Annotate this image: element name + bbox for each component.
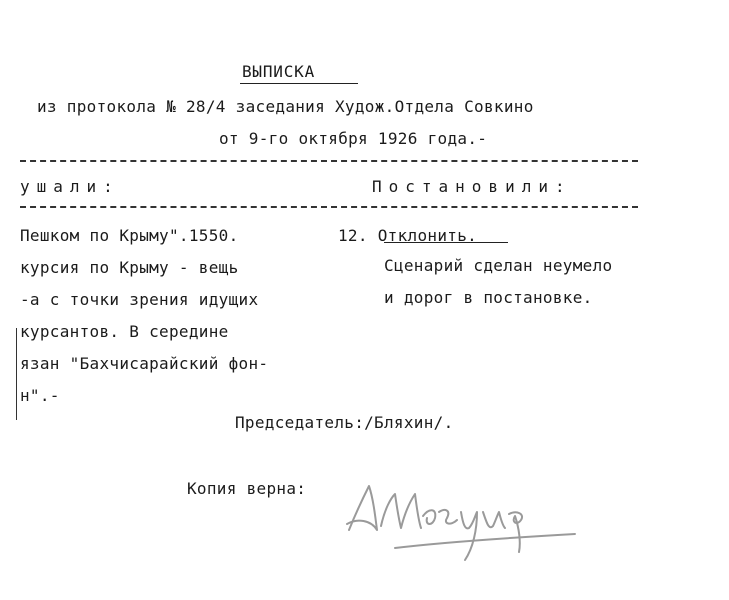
copy-certified-label: Копия верна: bbox=[187, 479, 307, 498]
reason-line: и дорог в постановке. bbox=[384, 288, 593, 307]
title-underline bbox=[240, 83, 358, 84]
heard-line: курсантов. В середине bbox=[20, 322, 229, 341]
decision-text: Отклонить. bbox=[377, 226, 478, 245]
column-heading-resolved: Постановили: bbox=[372, 177, 572, 196]
page-edge-mark bbox=[16, 328, 17, 420]
dashed-separator-top bbox=[20, 160, 638, 162]
heard-line: Пешком по Крыму".1550. bbox=[20, 226, 239, 245]
reason-line: Сценарий сделан неумело bbox=[384, 256, 613, 275]
chairman-line: Председатель:/Бляхин/. bbox=[235, 413, 454, 432]
heard-line: н".- bbox=[20, 386, 60, 405]
heard-line: -а с точки зрения идущих bbox=[20, 290, 259, 309]
dashed-separator-bottom bbox=[20, 206, 638, 208]
column-heading-heard: ушали: bbox=[20, 177, 120, 196]
heard-line: язан "Бахчисарайский фон- bbox=[20, 354, 269, 373]
item-number: 12. bbox=[338, 226, 368, 245]
heard-line: курсия по Крыму - вещь bbox=[20, 258, 239, 277]
signature-image bbox=[335, 468, 595, 578]
document-title: ВЫПИСКА bbox=[242, 62, 316, 81]
protocol-date: от 9-го октября 1926 года.- bbox=[219, 129, 488, 148]
protocol-reference: из протокола № 28/4 заседания Худож.Отдела Совкино bbox=[37, 97, 534, 116]
decision-underline bbox=[384, 242, 508, 243]
